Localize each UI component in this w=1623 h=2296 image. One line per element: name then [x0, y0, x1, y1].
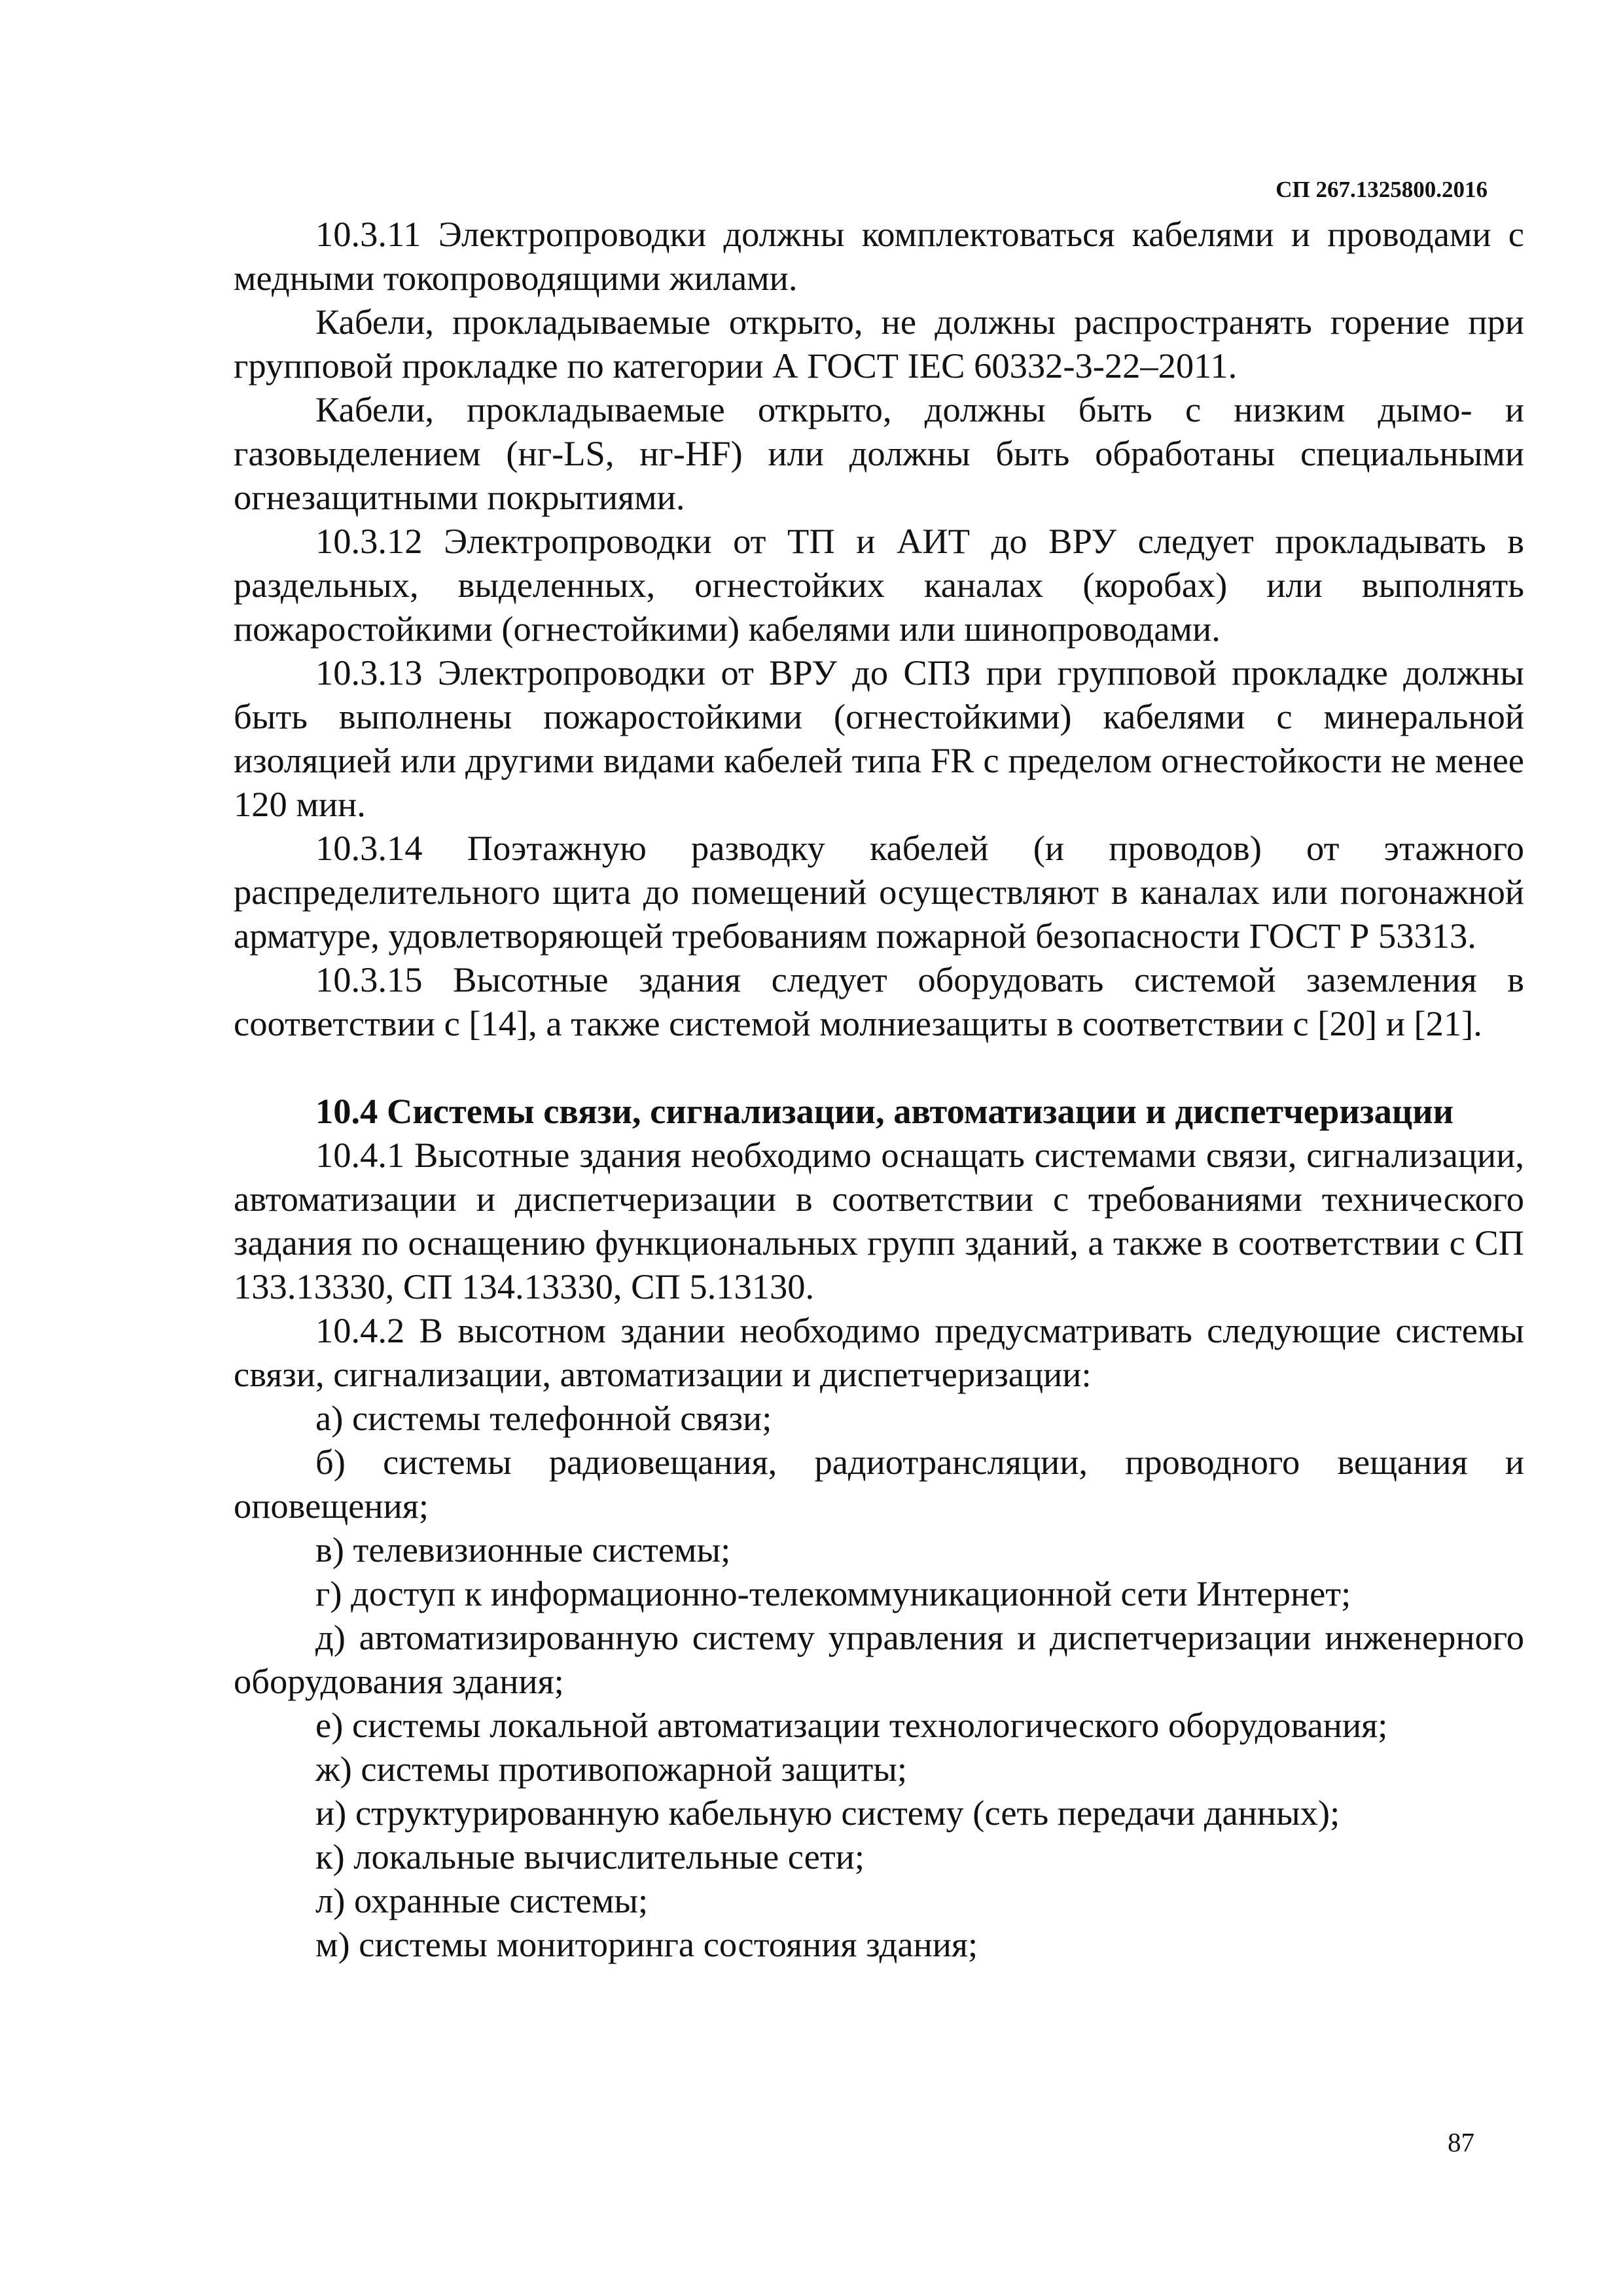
list-item: б) системы радиовещания, радиотрансляции, проводного вещания и оповещения;: [234, 1442, 1524, 1526]
list-item: к) локальные вычислительные сети;: [315, 1837, 865, 1876]
paragraph-10-4-1: 10.4.1 Высотные здания необходимо оснащать системами связи, сигнализации, автоматизации и диспетчеризации в соответствии с требованиями технического задания по оснащению функциональных групп зданий, а также в соответствии с СП 133.13330, СП 134.13330, СП 5.13130.: [234, 1135, 1524, 1306]
paragraph-10-3-12: 10.3.12 Электропроводки от ТП и АИТ до ВРУ следует прокладывать в раздельных, выделенных, огнестойких каналах (коробах) или выполнять пожаростойкими (огнестойкими) кабелями или шинопроводами.: [234, 521, 1524, 649]
list-item: е) системы локальной автоматизации технологического оборудования;: [315, 1705, 1388, 1745]
section-spacer: [234, 1045, 1524, 1089]
paragraph-10-3-14: 10.3.14 Поэтажную разводку кабелей (и проводов) от этажного распределительного щита до помещений осуществляют в каналах или погонажной арматуре, удовлетворяющей требованиям пожарной безопасности ГОСТ Р 53313.: [234, 828, 1524, 956]
paragraph-10-3-13: 10.3.13 Электропроводки от ВРУ до СПЗ при групповой прокладке должны быть выполнены пожаростойкими (огнестойкими) кабелями с минеральной изоляцией или другими видами кабелей типа FR с пределом огнестойкости не менее 120 мин.: [234, 653, 1524, 824]
paragraph-cables-low-smoke: Кабели, прокладываемые открыто, должны быть с низким дымо- и газовыделением (нг-LS, нг-HF) или должны быть обработаны специальными огнезащитными покрытиями.: [234, 389, 1524, 517]
list-item: г) доступ к информационно-телекоммуникационной сети Интернет;: [315, 1573, 1351, 1613]
paragraph-10-3-11: 10.3.11 Электропроводки должны комплектоваться кабелями и проводами с медными токопроводящими жилами.: [234, 214, 1524, 298]
paragraph-cables-fire-spread: Кабели, прокладываемые открыто, не должны распространять горение при групповой прокладке по категории А ГОСТ IEC 60332-3-22–2011.: [234, 302, 1524, 386]
list-item: и) структурированную кабельную систему (сеть передачи данных);: [315, 1793, 1340, 1833]
list-item: а) системы телефонной связи;: [315, 1398, 772, 1438]
list-item: в) телевизионные системы;: [315, 1530, 731, 1570]
document-code: СП 267.1325800.2016: [1275, 177, 1488, 202]
list-item: д) автоматизированную систему управления и диспетчеризации инженерного оборудования здания;: [234, 1617, 1524, 1701]
paragraph-10-3-15: 10.3.15 Высотные здания следует оборудовать системой заземления в соответствии с [14], а также системой молниезащиты в соответствии с [20] и [21].: [234, 960, 1524, 1043]
page-body: [234, 212, 1524, 1966]
list-item: ж) системы противопожарной защиты;: [315, 1749, 908, 1789]
section-heading-10-4: 10.4 Системы связи, сигнализации, автоматизации и диспетчеризации: [315, 1091, 1454, 1131]
paragraph-10-4-2: 10.4.2 В высотном здании необходимо предусматривать следующие системы связи, сигнализации, автоматизации и диспетчеризации:: [234, 1310, 1524, 1394]
systems-list: [234, 1396, 1524, 1966]
list-item: л) охранные системы;: [315, 1880, 649, 1920]
page-number: 87: [1448, 2127, 1474, 2157]
list-item: м) системы мониторинга состояния здания;: [315, 1924, 978, 1964]
